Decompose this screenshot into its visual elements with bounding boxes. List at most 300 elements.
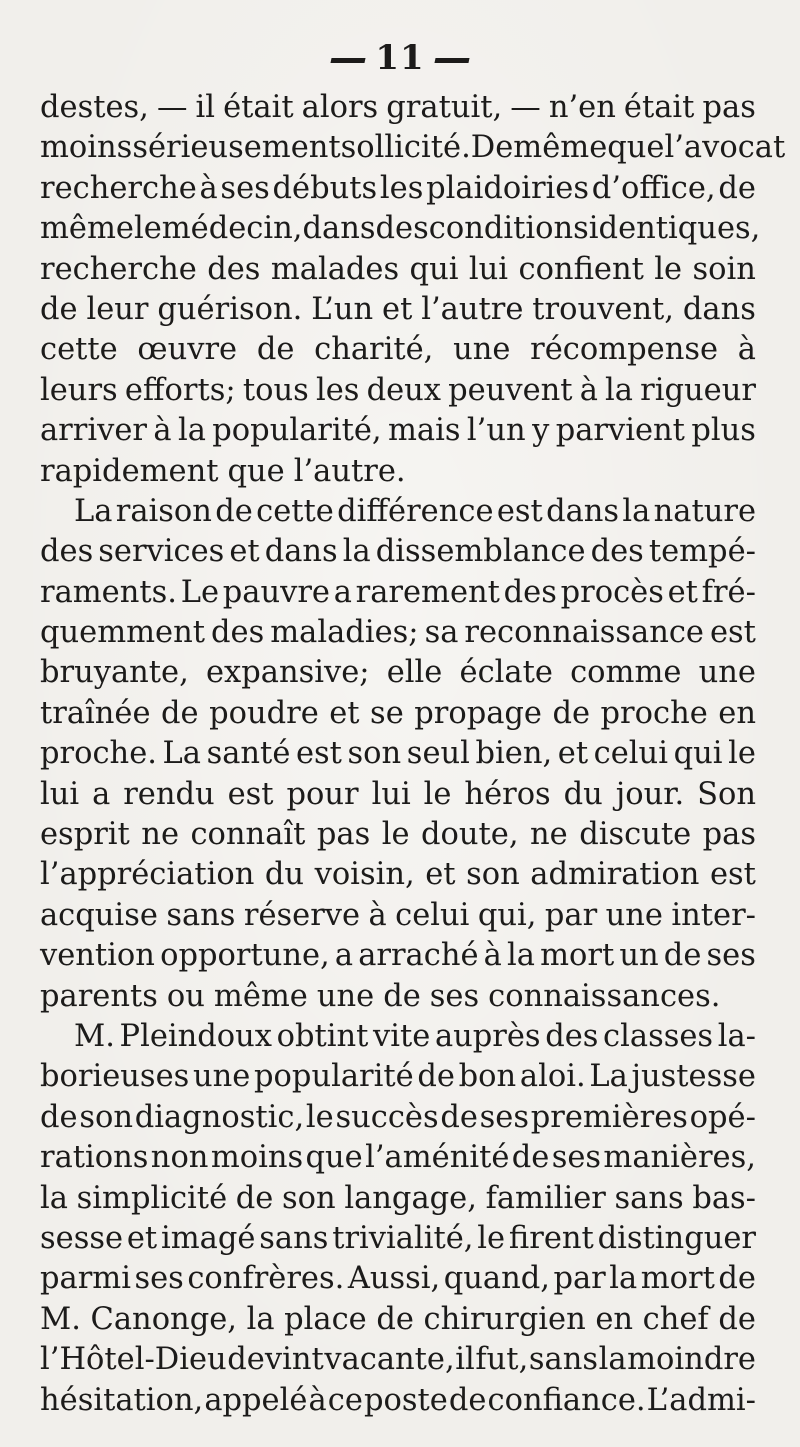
text-line bbox=[40, 128, 786, 168]
word: à bbox=[308, 1382, 327, 1418]
word: chef bbox=[642, 1301, 709, 1337]
word: la bbox=[605, 372, 633, 408]
text-line bbox=[40, 1259, 756, 1299]
word: santé bbox=[206, 736, 291, 772]
word: qui, bbox=[477, 897, 537, 933]
word: une bbox=[316, 978, 375, 1014]
word: destes, bbox=[40, 90, 149, 125]
word: recherche bbox=[40, 170, 197, 206]
word: bon bbox=[458, 1059, 517, 1095]
text-line bbox=[40, 1017, 756, 1057]
word: acquise bbox=[40, 897, 158, 933]
word: premières bbox=[530, 1099, 688, 1135]
word: sollicité. bbox=[340, 130, 471, 166]
word: obtint bbox=[276, 1018, 369, 1054]
word: la bbox=[622, 493, 651, 529]
word: la bbox=[177, 413, 206, 449]
word: l’aménité bbox=[365, 1140, 510, 1176]
word: œuvre bbox=[137, 332, 238, 368]
word: des bbox=[40, 534, 94, 570]
word: confient bbox=[518, 251, 644, 287]
word: à bbox=[199, 170, 218, 206]
word: proche bbox=[600, 695, 708, 731]
word: guérison. bbox=[157, 291, 303, 327]
word: ne bbox=[530, 817, 568, 853]
word: devint bbox=[227, 1342, 324, 1378]
word: et bbox=[229, 534, 260, 570]
word: que bbox=[607, 130, 665, 166]
text-line bbox=[40, 653, 756, 693]
word: dans bbox=[546, 493, 620, 529]
text-line bbox=[40, 1381, 756, 1421]
word: bas- bbox=[692, 1180, 756, 1216]
word: nature bbox=[653, 493, 756, 529]
page-number-left-dash bbox=[331, 58, 366, 63]
word: ses bbox=[706, 938, 756, 974]
word: pas bbox=[316, 817, 371, 853]
word: de bbox=[718, 170, 756, 206]
word: parvient bbox=[555, 413, 685, 449]
word: le bbox=[654, 251, 683, 287]
text-line bbox=[40, 371, 756, 411]
word: de bbox=[663, 938, 702, 974]
word: dans bbox=[682, 291, 756, 327]
text-line bbox=[40, 1138, 756, 1178]
word: alors bbox=[301, 90, 379, 125]
word: de bbox=[718, 1261, 756, 1297]
word: M. bbox=[40, 1301, 81, 1337]
word: n’en bbox=[548, 90, 616, 125]
word: popularité, bbox=[212, 413, 382, 449]
word: par bbox=[553, 1261, 606, 1297]
text-line bbox=[40, 734, 756, 774]
word: de bbox=[40, 291, 78, 327]
word: bruyante, bbox=[40, 655, 189, 691]
word: manières, bbox=[603, 1140, 756, 1176]
word: une bbox=[698, 655, 756, 691]
word: expansive; bbox=[205, 655, 370, 691]
word: que bbox=[227, 453, 285, 489]
word: langage, bbox=[344, 1180, 477, 1216]
word: la- bbox=[717, 1018, 756, 1054]
word: peuvent bbox=[448, 372, 573, 408]
word: inter- bbox=[671, 897, 756, 933]
text-line bbox=[40, 1098, 756, 1138]
word: et bbox=[667, 574, 698, 610]
word: la bbox=[609, 1261, 638, 1297]
word: dissemblance bbox=[375, 534, 586, 570]
word: le bbox=[133, 211, 162, 247]
word: chirurgien bbox=[423, 1301, 586, 1337]
word: moins bbox=[210, 1140, 304, 1176]
word: cette bbox=[40, 332, 118, 368]
word: de bbox=[376, 1301, 414, 1337]
word: une bbox=[192, 1059, 251, 1095]
word: ses bbox=[479, 1099, 530, 1135]
word: récompense bbox=[530, 332, 719, 368]
word: efforts; bbox=[124, 372, 236, 408]
word: pas bbox=[702, 817, 756, 853]
word: de bbox=[552, 695, 591, 731]
word: leur bbox=[86, 291, 149, 327]
page-number-right-dash bbox=[434, 58, 469, 63]
word: pour bbox=[286, 776, 359, 812]
word: La bbox=[589, 1059, 628, 1095]
word: moins bbox=[40, 130, 133, 166]
word: sans bbox=[528, 1342, 598, 1378]
page-number bbox=[0, 38, 800, 78]
text-line bbox=[40, 1057, 756, 1097]
word: ce bbox=[327, 1382, 363, 1418]
word: esprit bbox=[40, 817, 130, 853]
text-line bbox=[40, 250, 756, 290]
word: distinguer bbox=[597, 1220, 756, 1256]
word: discute bbox=[579, 817, 692, 853]
word: voisin, bbox=[314, 857, 415, 893]
word: et bbox=[382, 291, 413, 327]
word: Canonge, bbox=[90, 1301, 237, 1337]
page-number-value: 11 bbox=[375, 38, 425, 78]
word: quemment bbox=[40, 615, 206, 651]
word: sans bbox=[614, 1180, 684, 1216]
text-line bbox=[40, 1340, 756, 1380]
word: malades bbox=[270, 251, 400, 287]
word: des bbox=[207, 251, 261, 287]
word: de bbox=[417, 1059, 455, 1095]
word: pas bbox=[702, 90, 756, 125]
word: bien, bbox=[475, 736, 553, 772]
word: celui bbox=[593, 736, 668, 772]
word: a bbox=[92, 776, 111, 812]
word: différence bbox=[337, 493, 494, 529]
word: fré- bbox=[701, 574, 756, 610]
text-line bbox=[40, 532, 756, 572]
body-text bbox=[40, 88, 786, 1421]
word: firent bbox=[508, 1220, 594, 1256]
word: de bbox=[511, 1140, 550, 1176]
word: conditions bbox=[428, 211, 589, 247]
word: des bbox=[545, 1018, 599, 1054]
word: proche. bbox=[40, 736, 157, 772]
word: elle bbox=[386, 655, 443, 691]
text-line bbox=[40, 896, 756, 936]
word: sans bbox=[259, 1220, 329, 1256]
word: L’un bbox=[311, 291, 374, 327]
word: est bbox=[709, 615, 756, 651]
word: de bbox=[383, 978, 421, 1014]
word: ses bbox=[429, 978, 480, 1014]
word: procès bbox=[560, 574, 664, 610]
word: mort bbox=[640, 1261, 715, 1297]
word: classes bbox=[603, 1018, 714, 1054]
word: même bbox=[40, 211, 134, 247]
word: mort bbox=[540, 938, 615, 974]
word: simplicité bbox=[76, 1180, 228, 1216]
word: parmi bbox=[40, 1261, 131, 1297]
word: débuts bbox=[272, 170, 378, 206]
text-line bbox=[40, 694, 756, 734]
word: Aussi, bbox=[347, 1261, 441, 1297]
word: son bbox=[282, 1180, 336, 1216]
word: et bbox=[425, 857, 456, 893]
word: des bbox=[211, 615, 265, 651]
word: une bbox=[605, 897, 663, 933]
word: et bbox=[557, 736, 589, 772]
word: à bbox=[579, 372, 598, 408]
word: connaît bbox=[190, 817, 306, 853]
word: L’admi- bbox=[646, 1382, 756, 1418]
word: mais bbox=[388, 413, 461, 449]
word: poudre bbox=[209, 695, 319, 731]
text-line bbox=[40, 1300, 756, 1340]
word: propage bbox=[414, 695, 542, 731]
word: l’appréciation bbox=[40, 857, 255, 893]
word: le bbox=[477, 1220, 506, 1256]
word: la bbox=[507, 938, 535, 974]
word: même bbox=[513, 130, 608, 166]
word: des bbox=[503, 574, 557, 610]
word: des bbox=[590, 534, 644, 570]
word: moindre bbox=[627, 1342, 756, 1378]
word: à bbox=[368, 897, 387, 933]
word: auprès bbox=[434, 1018, 541, 1054]
word: qui bbox=[409, 251, 459, 287]
text-line bbox=[40, 330, 756, 370]
word: a bbox=[333, 574, 352, 610]
word: raison bbox=[115, 493, 212, 529]
word: arriver bbox=[40, 413, 147, 449]
word: à bbox=[483, 938, 502, 974]
word: deux bbox=[366, 372, 441, 408]
word: est bbox=[496, 493, 543, 529]
text-line bbox=[40, 290, 756, 330]
word: lui bbox=[40, 776, 80, 812]
word: plus bbox=[691, 413, 756, 449]
text-line bbox=[40, 573, 756, 613]
word: confrères. bbox=[187, 1261, 345, 1297]
word: confiance. bbox=[487, 1382, 646, 1418]
word: son bbox=[79, 1099, 133, 1135]
word: parents bbox=[40, 978, 158, 1014]
word: quand, bbox=[443, 1261, 550, 1297]
word: réserve bbox=[243, 897, 361, 933]
word: tempé- bbox=[648, 534, 756, 570]
word: reconnaissance bbox=[464, 615, 704, 651]
word: de bbox=[161, 695, 199, 731]
word: rations bbox=[40, 1140, 149, 1176]
word: M. bbox=[74, 1018, 115, 1054]
word: services bbox=[98, 534, 225, 570]
word: se bbox=[370, 695, 404, 731]
word: par bbox=[544, 897, 598, 933]
text-line bbox=[40, 815, 756, 855]
word: raments. bbox=[40, 574, 177, 610]
word: de bbox=[235, 1180, 274, 1216]
word: l’Hôtel-Dieu bbox=[40, 1342, 227, 1378]
word: opé- bbox=[689, 1099, 756, 1135]
word: fut, bbox=[475, 1342, 529, 1378]
word: justesse bbox=[631, 1059, 756, 1095]
word: son bbox=[466, 857, 520, 893]
word: — bbox=[156, 90, 188, 125]
word: sérieusement bbox=[132, 130, 341, 166]
word: place bbox=[284, 1301, 367, 1337]
text-line bbox=[40, 1179, 756, 1219]
word: est bbox=[227, 776, 274, 812]
word: du bbox=[264, 857, 305, 893]
word: ses bbox=[551, 1140, 602, 1176]
word: et bbox=[329, 695, 360, 731]
text-line bbox=[40, 411, 756, 451]
word: il bbox=[195, 90, 216, 125]
word: cette bbox=[256, 493, 334, 529]
word: De bbox=[470, 130, 514, 166]
word: de bbox=[448, 1382, 487, 1418]
word: de bbox=[40, 1099, 78, 1135]
word: sesse bbox=[40, 1220, 124, 1256]
word: d’office, bbox=[591, 170, 716, 206]
word: était bbox=[223, 90, 294, 125]
word: le bbox=[381, 817, 410, 853]
word: soin bbox=[692, 251, 756, 287]
word: est bbox=[295, 736, 342, 772]
word: aloi. bbox=[519, 1059, 586, 1095]
word: il bbox=[455, 1342, 475, 1378]
word: vention bbox=[40, 938, 155, 974]
word: La bbox=[162, 736, 201, 772]
text-line bbox=[40, 88, 756, 128]
word: dans bbox=[264, 534, 338, 570]
word: de bbox=[718, 1301, 756, 1337]
word: opportune, bbox=[160, 938, 330, 974]
word: à bbox=[153, 413, 172, 449]
word: succès bbox=[335, 1099, 439, 1135]
word: du bbox=[563, 776, 603, 812]
word: le bbox=[728, 736, 756, 772]
word: rigueur bbox=[640, 372, 756, 408]
word: imagé bbox=[161, 1220, 256, 1256]
word: rarement bbox=[355, 574, 500, 610]
word: comme bbox=[570, 655, 682, 691]
word: vacante, bbox=[324, 1342, 455, 1378]
text-line bbox=[40, 977, 756, 1017]
word: hésitation, bbox=[40, 1382, 204, 1418]
word: arraché bbox=[358, 938, 479, 974]
text-line bbox=[40, 209, 761, 249]
word: identiques, bbox=[588, 211, 761, 247]
word: à bbox=[737, 332, 756, 368]
word: Le bbox=[180, 574, 220, 610]
word: la bbox=[598, 1342, 627, 1378]
word: a bbox=[334, 938, 354, 974]
word: dans bbox=[302, 211, 376, 247]
word: trouvent, bbox=[532, 291, 674, 327]
word: charité, bbox=[314, 332, 434, 368]
word: que bbox=[305, 1140, 363, 1176]
word: des bbox=[375, 211, 429, 247]
word: plaidoiries bbox=[426, 170, 590, 206]
text-line bbox=[40, 936, 756, 976]
word: ses bbox=[134, 1261, 184, 1297]
word: connaissances. bbox=[488, 978, 721, 1014]
word: familier bbox=[485, 1180, 606, 1216]
word: héros bbox=[464, 776, 551, 812]
word: popularité bbox=[254, 1059, 414, 1095]
word: vite bbox=[373, 1018, 431, 1054]
word: en bbox=[595, 1301, 634, 1337]
word: l’autre. bbox=[293, 453, 406, 489]
text-line bbox=[40, 169, 756, 209]
text-line bbox=[40, 452, 756, 492]
word: le bbox=[423, 776, 452, 812]
word: borieuses bbox=[40, 1059, 190, 1095]
word: jour. bbox=[615, 776, 685, 812]
word: l’avocat bbox=[664, 130, 786, 166]
text-line bbox=[40, 613, 756, 653]
word: de bbox=[440, 1099, 478, 1135]
word: éclate bbox=[459, 655, 553, 691]
word: lui bbox=[371, 776, 411, 812]
word: traînée bbox=[40, 695, 151, 731]
word: ne bbox=[141, 817, 179, 853]
word: l’autre bbox=[421, 291, 524, 327]
word: pauvre bbox=[222, 574, 330, 610]
word: même bbox=[213, 978, 308, 1014]
word: diagnostic, bbox=[134, 1099, 305, 1135]
word: Son bbox=[697, 776, 756, 812]
word: la bbox=[40, 1180, 68, 1216]
word: sa bbox=[424, 615, 459, 651]
word: et bbox=[126, 1220, 158, 1256]
word: l’un bbox=[466, 413, 526, 449]
word: doute, bbox=[421, 817, 519, 853]
text-line bbox=[40, 492, 756, 532]
word: un bbox=[619, 938, 659, 974]
word: lui bbox=[468, 251, 509, 287]
word: non bbox=[150, 1140, 209, 1176]
word: leurs bbox=[40, 372, 118, 408]
text-line bbox=[40, 855, 756, 895]
word: poste bbox=[363, 1382, 448, 1418]
word: sans bbox=[166, 897, 236, 933]
word: trivialité, bbox=[332, 1220, 474, 1256]
word: qui bbox=[673, 736, 723, 772]
text-line bbox=[40, 1219, 756, 1259]
word: en bbox=[718, 695, 756, 731]
word: est bbox=[709, 857, 756, 893]
word: était bbox=[623, 90, 695, 125]
word: ses bbox=[220, 170, 270, 206]
word: de bbox=[215, 493, 253, 529]
word: les bbox=[379, 170, 424, 206]
word: tous bbox=[242, 372, 309, 408]
word: Pleindoux bbox=[119, 1018, 273, 1054]
word: rendu bbox=[123, 776, 215, 812]
word: recherche bbox=[40, 251, 197, 287]
word: le bbox=[305, 1099, 334, 1135]
word: de bbox=[256, 332, 295, 368]
text-line bbox=[40, 775, 756, 815]
word: — bbox=[510, 90, 541, 125]
word: son bbox=[347, 736, 402, 772]
word: une bbox=[453, 332, 511, 368]
word: La bbox=[74, 493, 113, 529]
word: admiration bbox=[530, 857, 700, 893]
word: les bbox=[315, 372, 360, 408]
word: médecin, bbox=[161, 211, 303, 247]
word: ou bbox=[166, 978, 205, 1014]
word: seul bbox=[406, 736, 470, 772]
